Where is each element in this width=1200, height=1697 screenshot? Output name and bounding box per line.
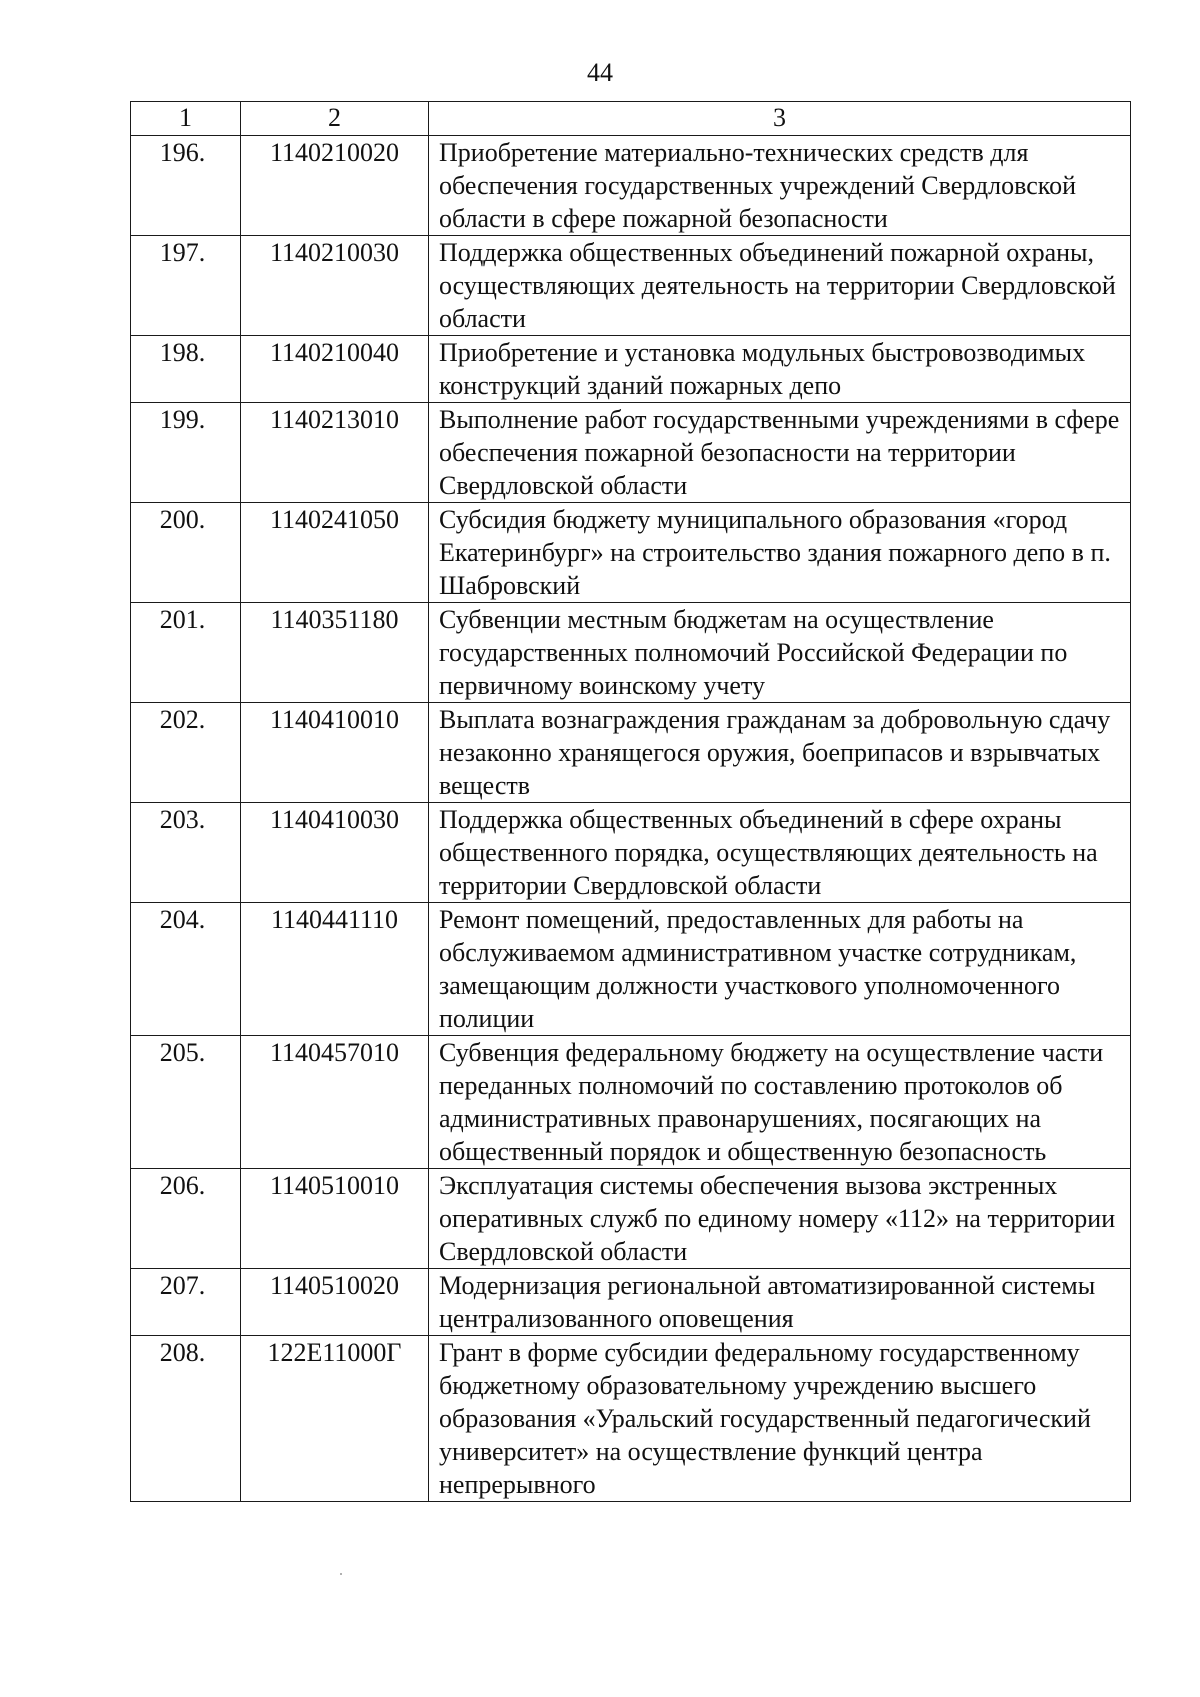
- budget-code: 1140441110: [241, 903, 429, 1036]
- row-number: 198.: [131, 336, 241, 403]
- budget-code: 1140510010: [241, 1169, 429, 1269]
- column-header-1: 1: [131, 102, 241, 136]
- table-row: [131, 803, 1131, 903]
- budget-code: 1140241050: [241, 503, 429, 603]
- table-row: [131, 1169, 1131, 1269]
- budget-code: 1140213010: [241, 403, 429, 503]
- row-description: Поддержка общественных объединений в сфере охраны общественного порядка, осуществляющих деятельность на территории Свердловской области: [429, 803, 1131, 903]
- row-number: 202.: [131, 703, 241, 803]
- budget-code: 1140510020: [241, 1269, 429, 1336]
- row-description: Модернизация региональной автоматизированной системы централизованного оповещения: [429, 1269, 1131, 1336]
- table-row: [131, 603, 1131, 703]
- table-row: [131, 1269, 1131, 1336]
- row-number: 200.: [131, 503, 241, 603]
- row-number: 199.: [131, 403, 241, 503]
- table-row: [131, 1036, 1131, 1169]
- table-row: [131, 903, 1131, 1036]
- row-description: Выполнение работ государственными учреждениями в сфере обеспечения пожарной безопасности на территории Свердловской области: [429, 403, 1131, 503]
- budget-code: 1140210030: [241, 236, 429, 336]
- table-row: [131, 503, 1131, 603]
- row-number: 205.: [131, 1036, 241, 1169]
- row-description: Поддержка общественных объединений пожарной охраны, осуществляющих деятельность на территории Свердловской области: [429, 236, 1131, 336]
- budget-code: 1140457010: [241, 1036, 429, 1169]
- row-description: Грант в форме субсидии федеральному государственному бюджетному образовательному учреждению высшего образования «Уральский государственный педагогический университет» на осуществление функций центра непрерывного: [429, 1336, 1131, 1502]
- row-number: 204.: [131, 903, 241, 1036]
- row-description: Выплата вознаграждения гражданам за добровольную сдачу незаконно хранящегося оружия, боеприпасов и взрывчатых веществ: [429, 703, 1131, 803]
- row-number: 208.: [131, 1336, 241, 1502]
- row-number: 196.: [131, 136, 241, 236]
- table-row: [131, 1336, 1131, 1502]
- row-number: 206.: [131, 1169, 241, 1269]
- table-row: [131, 403, 1131, 503]
- budget-codes-table: [130, 101, 1131, 1502]
- row-description: Ремонт помещений, предоставленных для работы на обслуживаемом административном участке сотрудникам, замещающим должности участкового уполномоченного полиции: [429, 903, 1131, 1036]
- budget-code: 122Е11000Г: [241, 1336, 429, 1502]
- row-description: Приобретение материально-технических средств для обеспечения государственных учреждений Свердловской области в сфере пожарной безопасности: [429, 136, 1131, 236]
- scan-speck: [340, 1573, 342, 1575]
- budget-code: 1140351180: [241, 603, 429, 703]
- budget-code: 1140210020: [241, 136, 429, 236]
- row-number: 197.: [131, 236, 241, 336]
- column-header-3: 3: [429, 102, 1131, 136]
- row-number: 201.: [131, 603, 241, 703]
- table-row: [131, 136, 1131, 236]
- row-description: Приобретение и установка модульных быстровозводимых конструкций зданий пожарных депо: [429, 336, 1131, 403]
- budget-code: 1140410030: [241, 803, 429, 903]
- row-number: 203.: [131, 803, 241, 903]
- page-number: 44: [587, 58, 613, 87]
- row-description: Субвенции местным бюджетам на осуществление государственных полномочий Российской Федерации по первичному воинскому учету: [429, 603, 1131, 703]
- row-description: Субвенция федеральному бюджету на осуществление части переданных полномочий по составлению протоколов об административных правонарушениях, посягающих на общественный порядок и общественную безопасность: [429, 1036, 1131, 1169]
- table-row: [131, 703, 1131, 803]
- table-row: [131, 336, 1131, 403]
- row-number: 207.: [131, 1269, 241, 1336]
- table-row: [131, 236, 1131, 336]
- column-header-2: 2: [241, 102, 429, 136]
- budget-code: 1140210040: [241, 336, 429, 403]
- row-description: Субсидия бюджету муниципального образования «город Екатеринбург» на строительство здания пожарного депо в п. Шабровский: [429, 503, 1131, 603]
- row-description: Эксплуатация системы обеспечения вызова экстренных оперативных служб по единому номеру «112» на территории Свердловской области: [429, 1169, 1131, 1269]
- budget-code: 1140410010: [241, 703, 429, 803]
- table-header-row: [131, 102, 1131, 136]
